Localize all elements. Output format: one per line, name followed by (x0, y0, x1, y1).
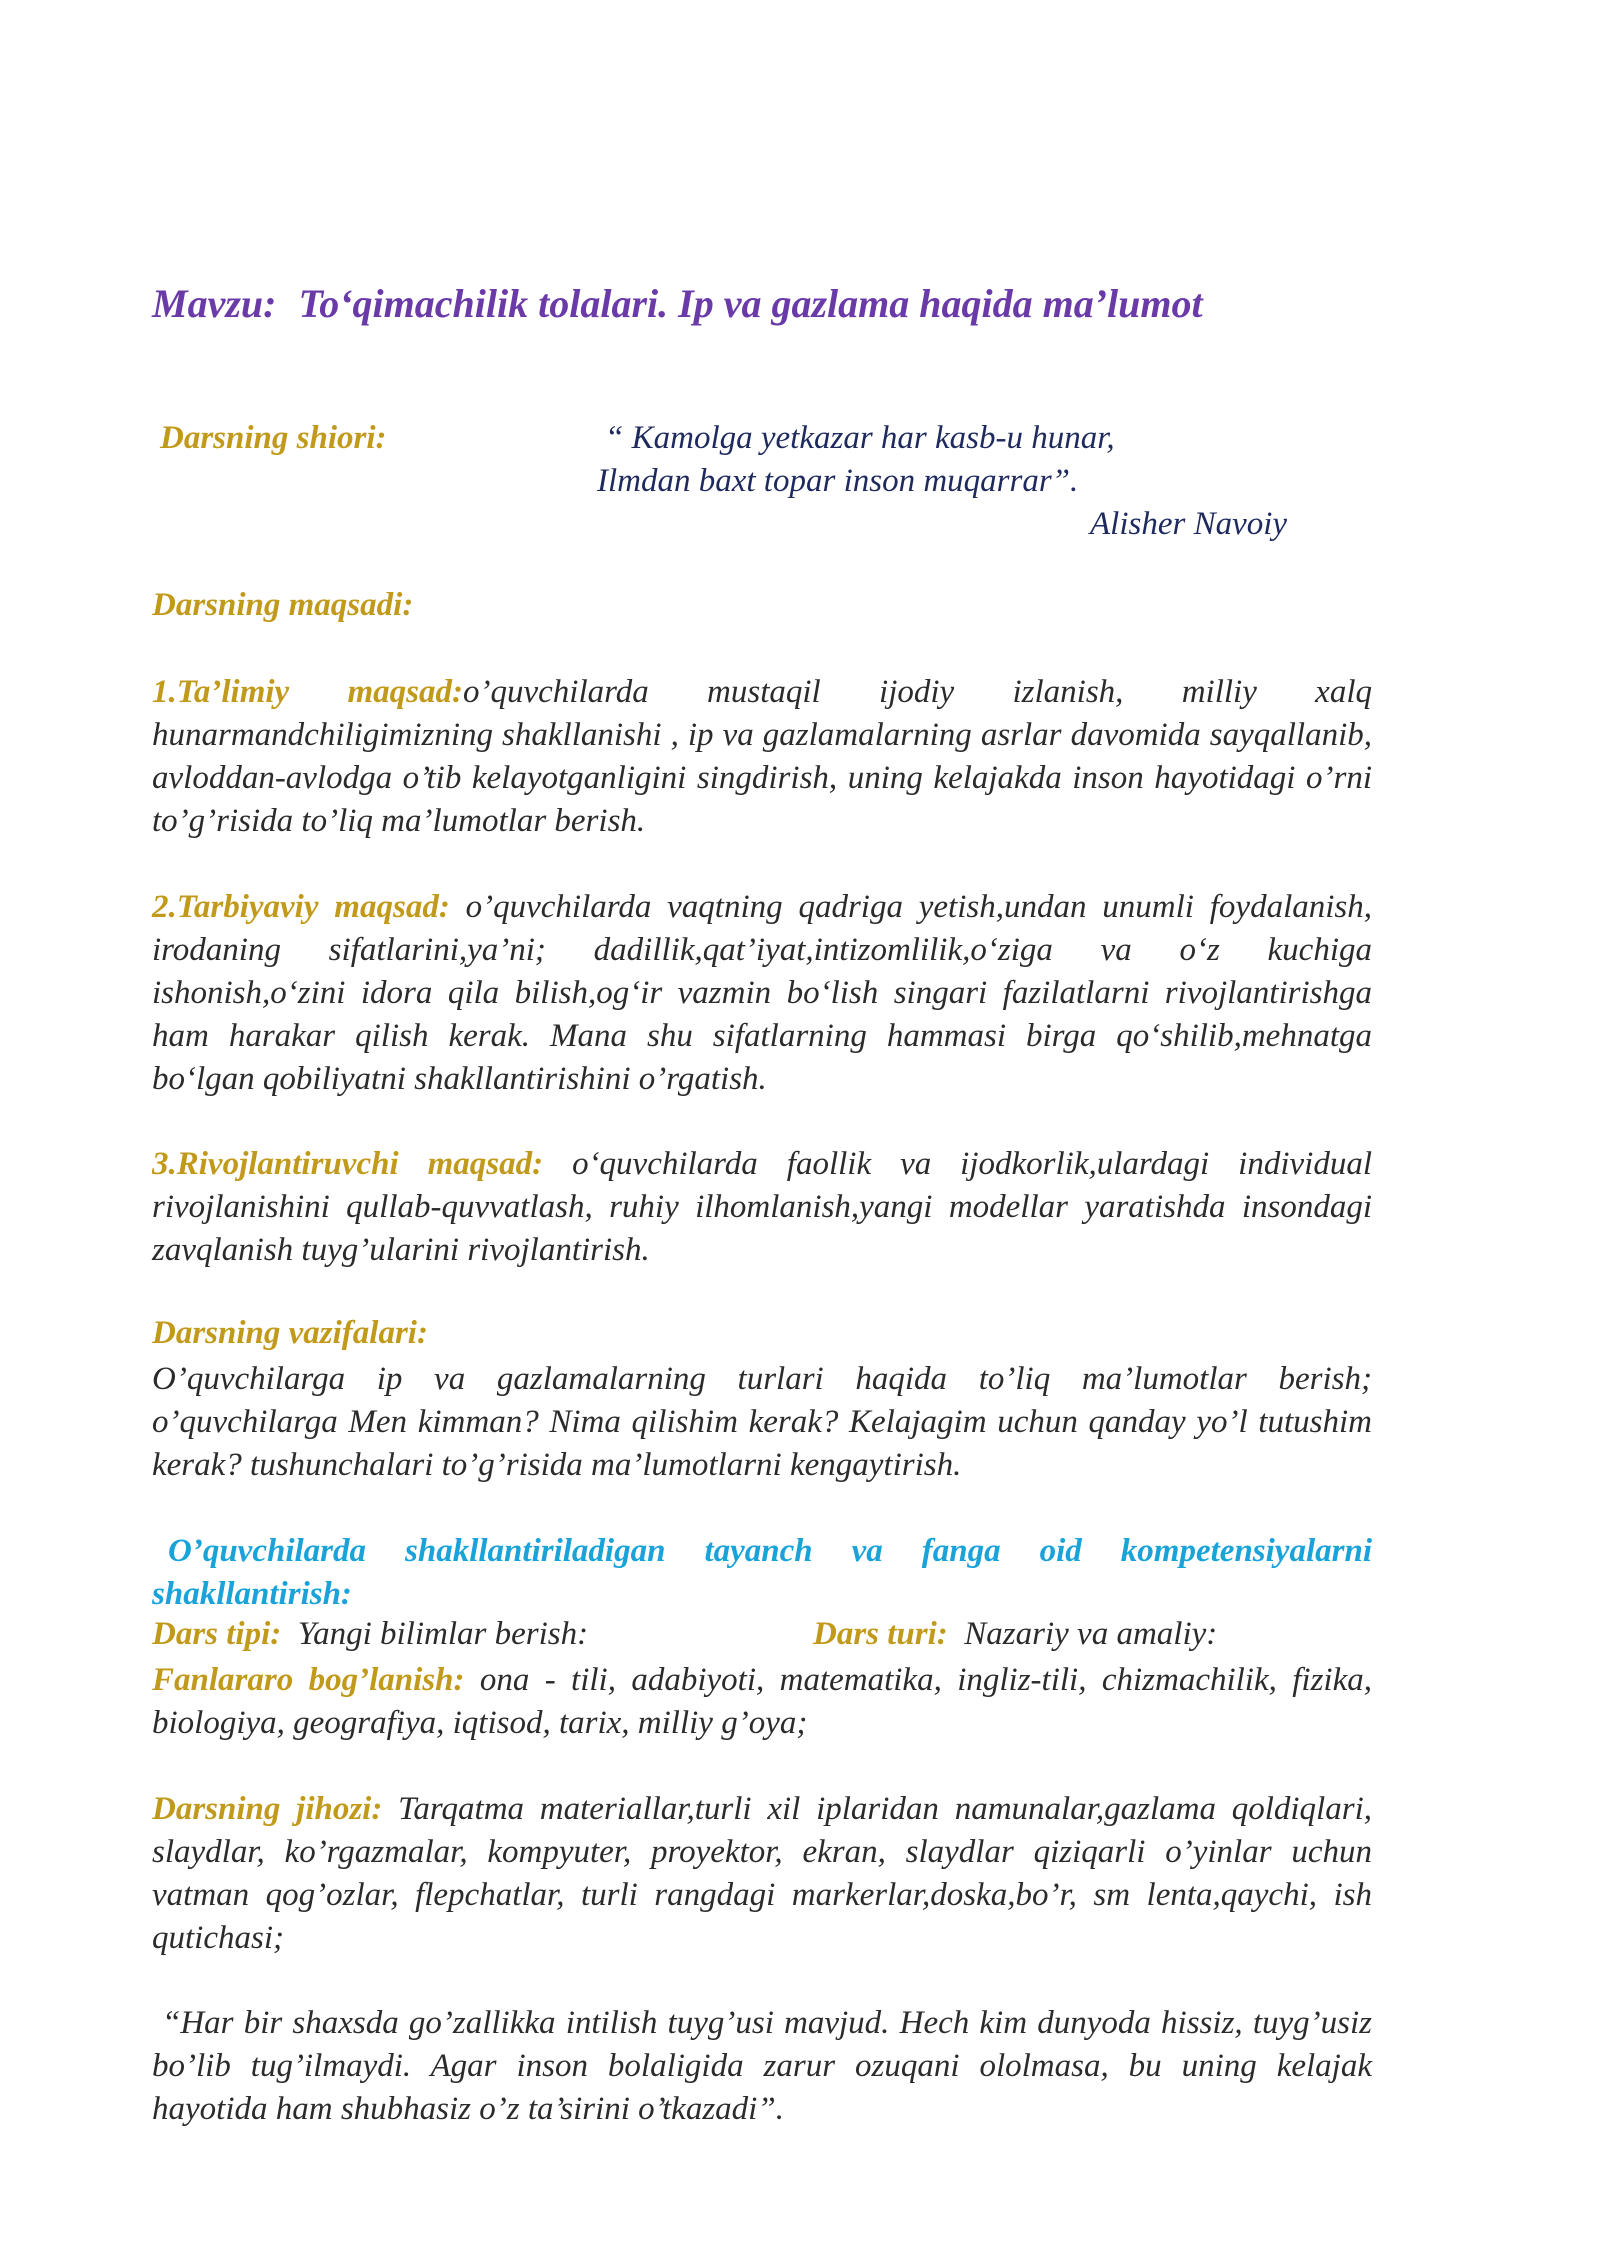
interdisciplinary-text: ona - tili, adabiyoti, matematika, ingliz-tili, chizmachilik, fizika, biologiya, geografiya, iqtisod, tarix, milliy g’oya; (152, 1662, 1372, 1741)
educational-goal-text: o’quvchilarda mustaqil ijodiy izlanish, milliy xalq hunarmandchiligimizning shakllanishi , ip va gazlamalarning asrlar davomida sayqallanib, avloddan-avlodga o’tib kelayotganligini singdirish, uning kelajakda inson hayotidagi o’rni to’g’risida to’liq ma’lumotlar berish. (152, 674, 1372, 839)
equipment-label: Darsning jihozi: (152, 1791, 383, 1827)
motto-line-2: Ilmdan baxt topar inson muqarrar”. (597, 463, 1079, 499)
developmental-goal (152, 1143, 1372, 1272)
developmental-goal-text: o‘quvchilarda faollik va ijodkorlik,ulardagi individual rivojlanishini qullab-quvvatlash, ruhiy ilhomlanish,yangi modellar yaratishda insondagi zavqlanish tuyg’ularini rivojlantirish. (152, 1146, 1372, 1268)
upbringing-goal-text: o’quvchilarda vaqtning qadriga yetish,undan unumli foydalanish, irodaning sifatlarini,ya’ni; dadillik,qat’iyat,intizomlilik,o‘ziga va o‘z kuchiga ishonish,o‘zini idora qila bilish,og‘ir vazmin bo‘lish singari fazilatlarni rivojlantirishga ham harakar qilish kerak. Mana shu sifatlarning hammasi birga qo‘shilib,mehnatga bo‘lgan qobiliyatni shakllantirishini o’rgatish. (152, 889, 1373, 1097)
developmental-goal-label: 3.Rivojlantiruvchi maqsad: (152, 1146, 544, 1182)
lesson-type-value: Yangi bilimlar berish: (297, 1616, 589, 1652)
lesson-kind-value: Nazariy va amaliy: (964, 1616, 1218, 1652)
interdisciplinary-label: Fanlararo bog’lanish: (152, 1662, 465, 1698)
goals-heading: Darsning maqsadi: (152, 587, 414, 623)
lesson-type (152, 1616, 588, 1653)
lesson-kind (813, 1616, 1217, 1653)
upbringing-goal (152, 886, 1372, 1101)
interdisciplinary (152, 1659, 1372, 1745)
educational-goal (152, 671, 1372, 843)
upbringing-goal-label: 2.Tarbiyaviy maqsad: (152, 889, 450, 925)
competencies-heading: O’quvchilarda shakllantiriladigan tayanch va fanga oid kompetensiyalarni shakllantirish: (152, 1533, 1372, 1612)
closing-quote: “Har bir shaxsda go’zallikka intilish tuyg’usi mavjud. Hech kim dunyoda hissiz, tuyg’usiz bo’lib tug’ilmaydi. Agar inson bolaligida zarur ozuqani ololmasa, bu uning kelajak hayotida ham shubhasiz o’z ta’sirini o’tkazadi”. (152, 2005, 1372, 2127)
tasks-text: O’quvchilarga ip va gazlamalarning turlari haqida to’liq ma’lumotlar berish; o’quvchilarga Men kimman? Nima qilishim kerak? Kelajagim uchun qanday yo’l tutushim kerak? tushunchalari to’g’risida ma’lumotlarni kengaytirish. (152, 1361, 1372, 1483)
lesson-kind-label: Dars turi: (813, 1616, 948, 1652)
motto-author: Alisher Navoiy (1090, 506, 1288, 542)
title-text: To‘qimachilik tolalari. Ip va gazlama haqida ma’lumot (298, 281, 1203, 326)
page-title (152, 280, 1203, 327)
tasks-heading: Darsning vazifalari: (152, 1315, 428, 1351)
educational-goal-label: 1.Ta’limiy maqsad: (152, 674, 463, 710)
title-label: Mavzu: (152, 281, 277, 326)
motto-line-1: “ Kamolga yetkazar har kasb-u hunar, (605, 420, 1115, 456)
equipment-text: Tarqatma materiallar,turli xil iplaridan namunalar,gazlama qoldiqlari, slaydlar, ko’rgazmalar, kompyuter, proyektor, ekran, slaydlar qiziqarli o’yinlar uchun vatman qog’ozlar, flepchatlar, turli rangdagi markerlar,doska,bo’r, sm lenta,qaychi, ish qutichasi; (152, 1791, 1372, 1956)
lesson-type-label: Dars tipi: (152, 1616, 282, 1652)
motto-label: Darsning shiori: (160, 420, 387, 456)
equipment (152, 1788, 1372, 1960)
